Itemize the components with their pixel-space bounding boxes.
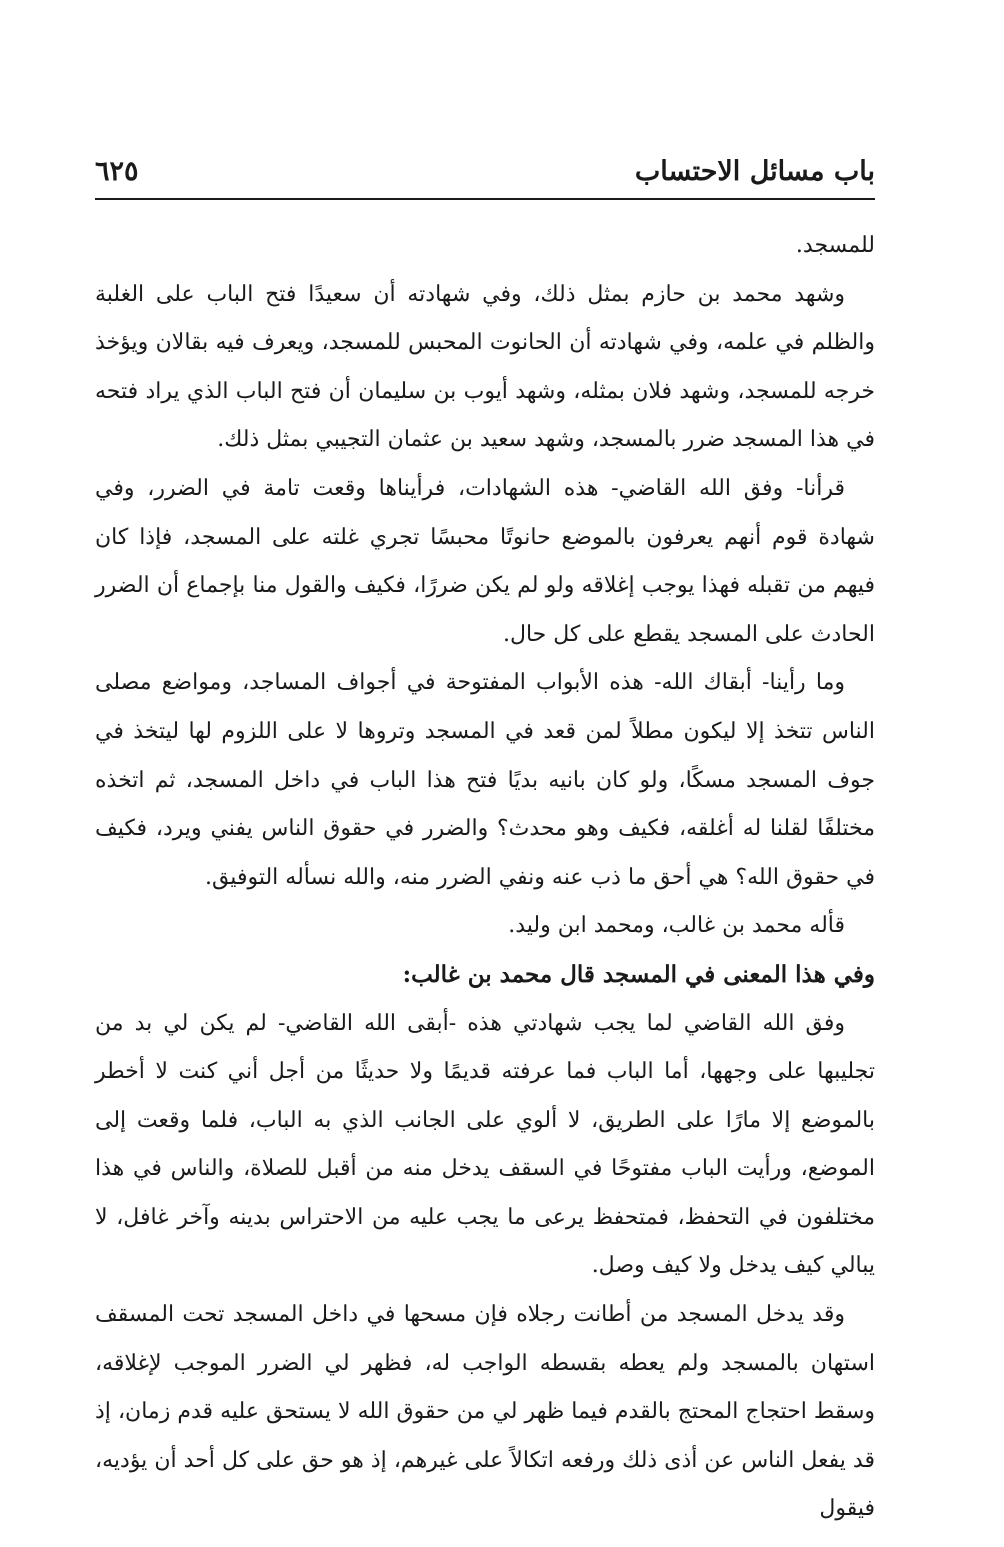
running-title: باب مسائل الاحتساب <box>634 156 875 187</box>
paragraph-reading: قرأنا- وفق الله القاضي- هذه الشهادات، فرأيناها وقعت تامة في الضرر، وفي شهادة قوم أنهم يعرفون بالموضع حانوتًا محبسًا تجري غلته على المسجد، فإذا كان فيهم من تقبله فهذا يوجب إغلاقه ولو لم يكن ضررًا، فكيف والقول منا بإجماع أن الضرر الحادث على المسجد يقطع على كل حال. <box>95 475 875 647</box>
paragraph-doors: وما رأينا- أبقاك الله- هذه الأبواب المفتوحة في أجواف المساجد، ومواضع مصلى الناس تتخذ إلا ليكون مطلاً لمن قعد في المسجد وتروها لا على اللزوم لها ليتخذ في جوف المسجد مسكًا، ولو كان بانيه بديًا فتح هذا الباب في داخل المسجد، ثم اتخذه مختلفًا لقلنا له أغلقه، فكيف وهو محدث؟ والضرر في حقوق الناس يفني ويرد، فكيف في حقوق الله؟ هي أحق ما ذب عنه ونفي الضرر منه، والله نسأله التوفيق. <box>95 670 875 890</box>
paragraph-witness: وفق الله القاضي لما يجب شهادتي هذه -أبقى الله القاضي- لم يكن لي بد من تجليبها على وجهها، أما الباب فما عرفته قديمًا ولا حديثًا من أجل أني كنت لا أخطر بالموضع إلا مارًا على الطريق، لا ألوي على الجانب الذي به الباب، فلما وقعت إلى الموضع، ورأيت الباب مفتوحًا في السقف يدخل منه من أقبل للصلاة، والناس في هذا مختلفون في التحفظ، فمتحفظ يرعى ما يجب عليه من الاحتراس بدينه وآخر غافل، لا يبالي كيف يدخل ولا كيف وصل. <box>95 1010 875 1279</box>
paragraph-continuation: للمسجد. <box>795 233 875 258</box>
paragraph-conclusion: وقد يدخل المسجد من أطانت رجلاه فإن مسحها في داخل المسجد تحت المسقف استهان بالمسجد ولم يعطه بقسطه الواجب له، فظهر لي الضرر الموجب لإغلاقه، وسقط احتجاج المحتج بالقدم فيما ظهر لي من حقوق الله لا يستحق عليه قدم زمان، إذ قد يفعل الناس عن أذى ذلك ورفعه اتكالاً على غيرهم، إذ هو حق على كل أحد أن يؤديه، فيقول <box>95 1302 876 1522</box>
page-header <box>95 150 875 194</box>
paragraph-testimony: وشهد محمد بن حازم بمثل ذلك، وفي شهادته أن سعيدًا فتح الباب على الغلبة والظلم في علمه، وفي شهادته أن الحانوت المحبس للمسجد، ويعرف فيه بقالان ويؤخذ خرجه للمسجد، وشهد فلان بمثله، وشهد أيوب بن سليمان أن فتح الباب الذي يراد فتحه في هذا المسجد ضرر بالمسجد، وشهد سعيد بن عثمان التجيبي بمثل ذلك. <box>95 281 875 453</box>
page-number: ٦٢٥ <box>95 156 139 187</box>
section-heading: وفي هذا المعنى في المسجد قال محمد بن غالب: <box>402 960 875 988</box>
body-text <box>95 222 875 1534</box>
header-rule <box>95 198 875 200</box>
paragraph-signature: قأله محمد بن غالب، ومحمد ابن وليد. <box>508 913 845 939</box>
